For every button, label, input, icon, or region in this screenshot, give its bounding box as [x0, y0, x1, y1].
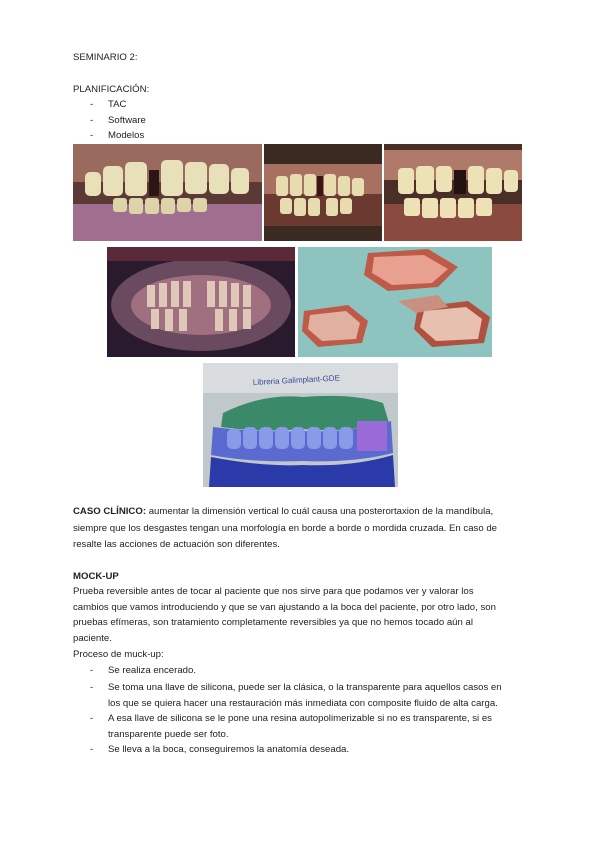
clinical-case-line-1 — [73, 504, 527, 521]
mockup-step-line: transparente puede ser foto. — [108, 728, 229, 740]
mockup-line: Prueba reversible antes de tocar al paciente que nos sirve para que podamos ver y valorar los — [73, 586, 474, 597]
intraoral-photo-left — [384, 144, 522, 241]
bullet-dash: - — [90, 99, 94, 110]
mockup-step-1 — [108, 663, 528, 679]
bullet-dash: - — [90, 682, 94, 693]
seminar-title: SEMINARIO 2: — [73, 52, 138, 63]
bullet-dash: - — [90, 115, 94, 126]
mockup-paragraph — [73, 584, 527, 646]
bullet-dash: - — [90, 665, 94, 676]
planning-heading: PLANIFICACIÓN: — [73, 84, 150, 95]
mockup-step-line: Se toma una llave de silicona, puede ser la clásica, o la transparente para aquellos casos en — [108, 682, 502, 693]
digital-design-label: Libreria Galimplant-GDE — [252, 373, 341, 387]
bullet-dash: - — [90, 713, 94, 724]
clinical-case-line-3: resalte las acciones de actuación son diferentes. — [73, 539, 280, 551]
mockup-step-4 — [108, 742, 528, 758]
mockup-step-2 — [108, 680, 528, 711]
mockup-line: cambios que vamos introduciendo y que se van ajustando a la boca del paciente, por otro lado, son — [73, 601, 496, 613]
digital-scan-models — [298, 247, 492, 357]
mockup-process-label: Proceso de muck-up: — [73, 649, 164, 660]
clinical-case-label: CASO CLÍNICO: — [73, 506, 147, 517]
bullet-dash: - — [90, 744, 94, 755]
planning-item-tac: TAC — [108, 99, 127, 110]
clinical-case-line-2: siempre que los desgastes tengan una morfología en borde a borde o mordida cruzada. En caso de — [73, 522, 497, 534]
mockup-heading: MOCK-UP — [73, 571, 119, 582]
mockup-line: paciente. — [73, 632, 112, 644]
clinical-case-text: aumentar la dimensión vertical lo cuál causa una posterortaxion de la mandíbula, — [146, 506, 494, 517]
mockup-step-line: Se realiza encerado. — [108, 665, 196, 676]
mockup-step-line: A esa llave de silicona se le pone una resina autopolimerizable si no es transparente, si es — [108, 713, 492, 724]
planning-item-models: Modelos — [108, 130, 145, 141]
digital-design-software — [203, 363, 398, 487]
bullet-dash: - — [90, 130, 94, 141]
clinical-case-paragraph — [73, 504, 527, 554]
panoramic-xray — [107, 247, 295, 357]
mockup-step-3 — [108, 711, 528, 742]
intraoral-photo-right — [264, 144, 382, 241]
mockup-step-line: los que se quiera hacer una restauración más inmediata con composite fluido de alta carga. — [108, 697, 498, 709]
planning-item-software: Software — [108, 115, 146, 126]
mockup-line: pruebas efímeras, son tratamiento completamente reversibles ya que no hemos tocado aún al — [73, 617, 473, 629]
intraoral-photo-front — [73, 144, 262, 241]
mockup-step-line: Se lleva a la boca, conseguiremos la anatomía deseada. — [108, 744, 350, 755]
